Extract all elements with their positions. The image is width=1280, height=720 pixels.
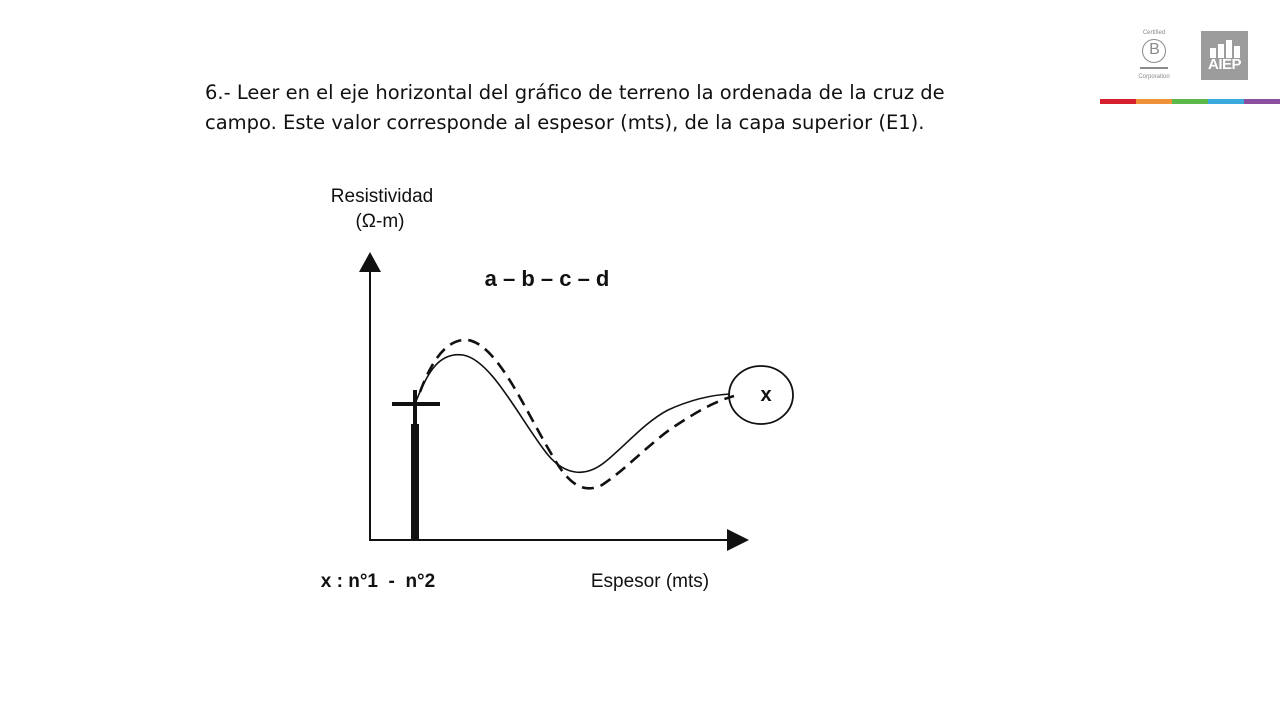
x-note: x : n°1 - n°2 <box>320 571 436 592</box>
y-axis-unit: (Ω-m) <box>355 211 405 232</box>
instruction-line-1: 6.- Leer en el eje horizontal del gráfico de terreno la ordenada de la cruz de <box>205 81 945 104</box>
b-corp-bottom-text: Corporation <box>1138 74 1170 80</box>
b-corp-top-text: Certified <box>1142 30 1166 36</box>
x-axis-arrow-icon <box>727 529 749 551</box>
aiep-logo-text: AIEP <box>1207 56 1241 73</box>
solid-curve <box>415 355 730 473</box>
y-axis-label: Resistividad <box>330 186 434 207</box>
curve-labels: a – b – c – d <box>484 266 610 291</box>
x-axis-label: Espesor (mts) <box>590 571 710 592</box>
instruction-line-2: campo. Este valor corresponde al espesor (mts), de la capa superior (E1). <box>205 111 925 134</box>
y-axis-arrow-icon <box>359 252 381 272</box>
dashed-curve <box>420 340 734 488</box>
point-label: x <box>760 384 772 406</box>
b-corp-letter: B <box>1149 41 1160 58</box>
